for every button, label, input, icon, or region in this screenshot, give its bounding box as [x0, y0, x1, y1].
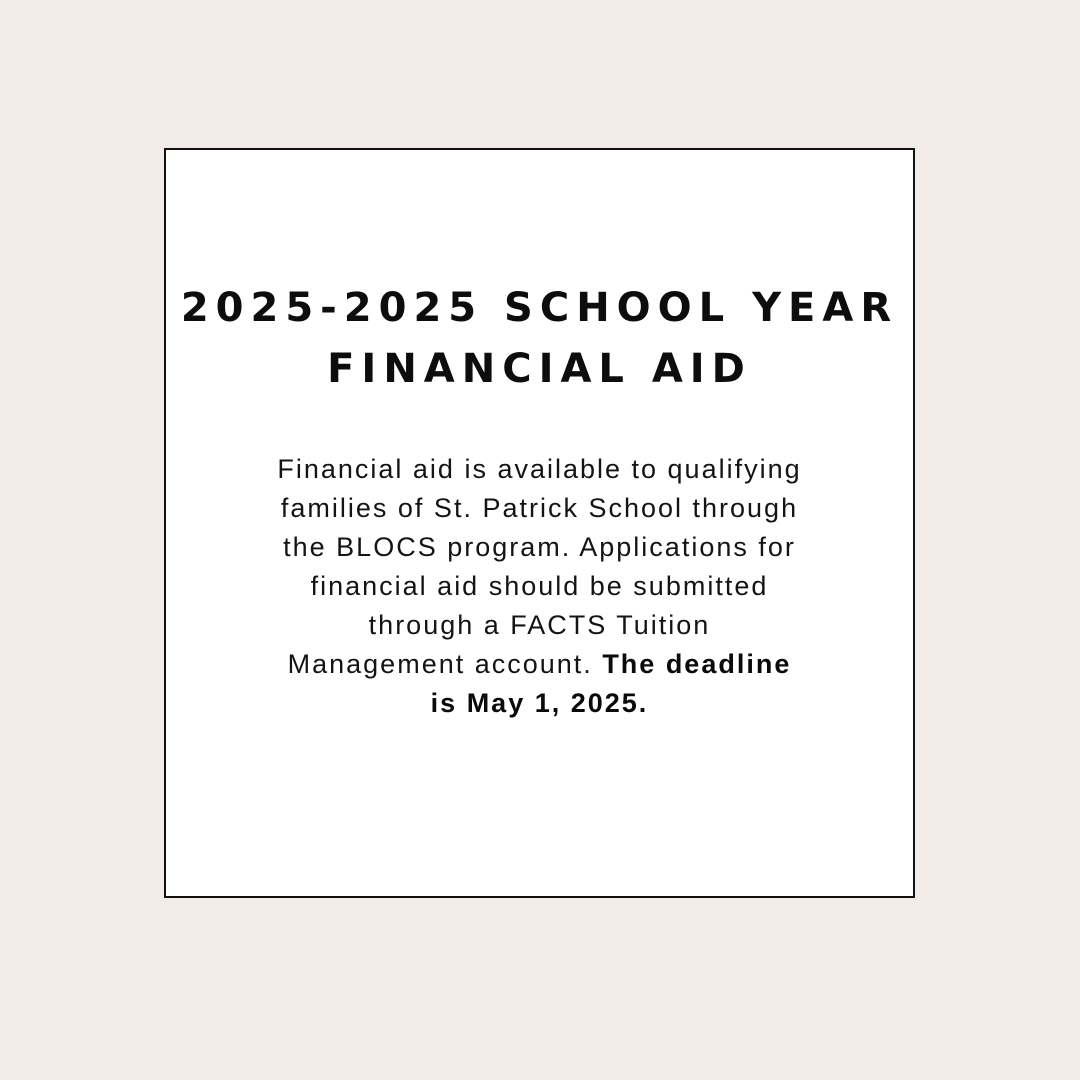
body-line-4: financial aid should be submitted: [310, 571, 769, 601]
body-line-2: families of St. Patrick School through: [280, 493, 799, 523]
announcement-card: [164, 148, 915, 898]
body-line-6-text: Management account.: [287, 649, 593, 679]
deadline-date: is May 1, 2025.: [430, 688, 649, 718]
body-line-7: [206, 684, 873, 723]
announcement-body: [206, 450, 873, 723]
title-line-2: FINANCIAL AID: [327, 346, 752, 392]
announcement-title: [166, 278, 913, 400]
body-line-6: [206, 645, 873, 684]
body-line-1: Financial aid is available to qualifying: [277, 454, 802, 484]
body-line-5: through a FACTS Tuition: [368, 610, 711, 640]
body-line-3: the BLOCS program. Applications for: [283, 532, 796, 562]
title-line-1: 2025-2025 SCHOOL YEAR: [180, 285, 899, 331]
deadline-lead: The deadline: [602, 649, 792, 679]
